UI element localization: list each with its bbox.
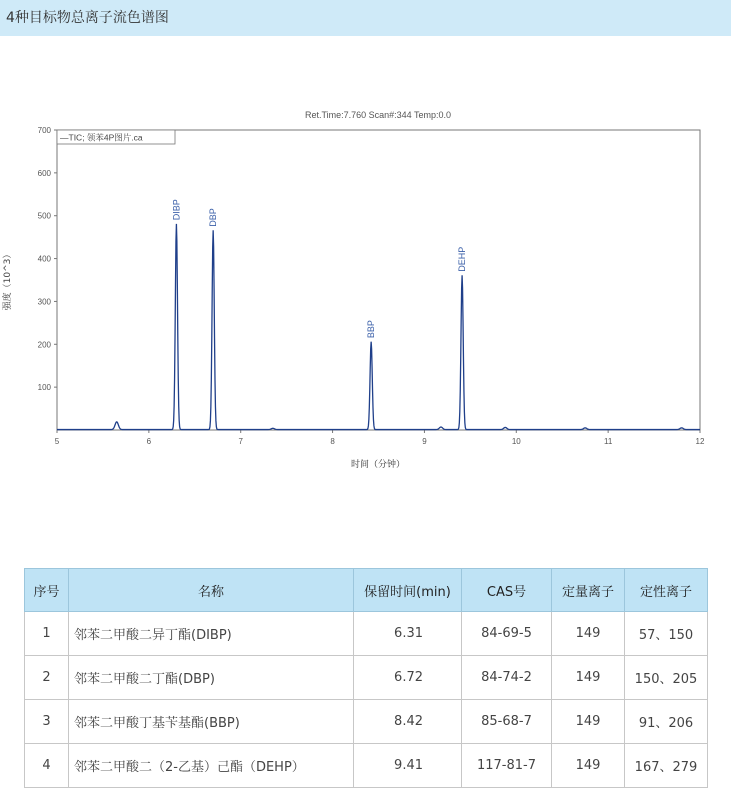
cell-qual-ion: 150、205 [625, 656, 708, 700]
table-row [25, 744, 708, 788]
cell-quant-ion: 149 [552, 612, 625, 656]
cell-cas: 85-68-7 [462, 700, 552, 744]
y-tick-label: 400 [37, 254, 51, 264]
y-tick-label: 200 [37, 340, 51, 350]
chromatogram-chart [0, 100, 731, 480]
cell-rt: 6.72 [354, 656, 462, 700]
table-header-row [25, 569, 708, 612]
y-tick-label: 600 [37, 168, 51, 178]
cell-qual-ion: 91、206 [625, 700, 708, 744]
x-tick-label: 7 [238, 437, 243, 446]
y-tick-label: 700 [37, 126, 51, 135]
x-axis-label: 时间（分钟） [350, 460, 406, 470]
cell-rt: 8.42 [354, 700, 462, 744]
x-tick-label: 6 [146, 437, 152, 446]
x-tick-label: 5 [54, 437, 60, 446]
x-tick-label: 11 [603, 437, 613, 446]
cell-index: 4 [25, 744, 69, 788]
peak-label: DBP [208, 208, 219, 227]
cell-cas: 84-69-5 [462, 612, 552, 656]
cell-quant-ion: 149 [552, 700, 625, 744]
y-axis-label: 强度（10^3） [3, 249, 13, 311]
plot-frame [57, 130, 700, 430]
axis-ticks [38, 126, 705, 446]
cell-name: 邻苯二甲酸二（2-乙基）己酯（DEHP） [69, 744, 354, 788]
table-row [25, 700, 708, 744]
cell-rt: 9.41 [354, 744, 462, 788]
table-row [25, 656, 708, 700]
x-tick-label: 10 [511, 437, 521, 446]
peak-label: DEHP [457, 246, 468, 272]
col-header-index: 序号 [25, 569, 69, 612]
cell-cas: 84-74-2 [462, 656, 552, 700]
cell-name: 邻苯二甲酸丁基苄基酯(BBP) [69, 700, 354, 744]
cell-qual-ion: 167、279 [625, 744, 708, 788]
header-bar [0, 0, 731, 36]
peak-labels [171, 199, 467, 338]
cell-rt: 6.31 [354, 612, 462, 656]
col-header-name: 名称 [69, 569, 354, 612]
col-header-qual-ion: 定性离子 [625, 569, 708, 612]
x-tick-label: 12 [695, 437, 705, 446]
peak-label: BBP [366, 320, 377, 339]
tic-trace [57, 224, 700, 430]
cell-qual-ion: 57、150 [625, 612, 708, 656]
legend-text: —TIC; 领苯4P图片.ca [60, 132, 143, 143]
chart-title: Ret.Time:7.760 Scan#:344 Temp:0.0 [304, 110, 452, 120]
col-header-rt: 保留时间(min) [354, 569, 462, 612]
y-tick-label: 500 [37, 211, 51, 221]
page-title: 4种目标物总离子流色谱图 [6, 10, 169, 26]
y-tick-label: 100 [37, 383, 51, 393]
x-tick-label: 9 [422, 437, 427, 446]
peak-label: DIBP [171, 199, 182, 221]
cell-cas: 117-81-7 [462, 744, 552, 788]
cell-quant-ion: 149 [552, 744, 625, 788]
cell-index: 3 [25, 700, 69, 744]
y-tick-label: 300 [37, 297, 51, 307]
col-header-cas: CAS号 [462, 569, 552, 612]
cell-quant-ion: 149 [552, 656, 625, 700]
cell-index: 2 [25, 656, 69, 700]
x-tick-label: 8 [330, 437, 335, 446]
cell-name: 邻苯二甲酸二异丁酯(DIBP) [69, 612, 354, 656]
compound-table [24, 568, 708, 788]
cell-index: 1 [25, 612, 69, 656]
table-row [25, 612, 708, 656]
col-header-quant-ion: 定量离子 [552, 569, 625, 612]
cell-name: 邻苯二甲酸二丁酯(DBP) [69, 656, 354, 700]
